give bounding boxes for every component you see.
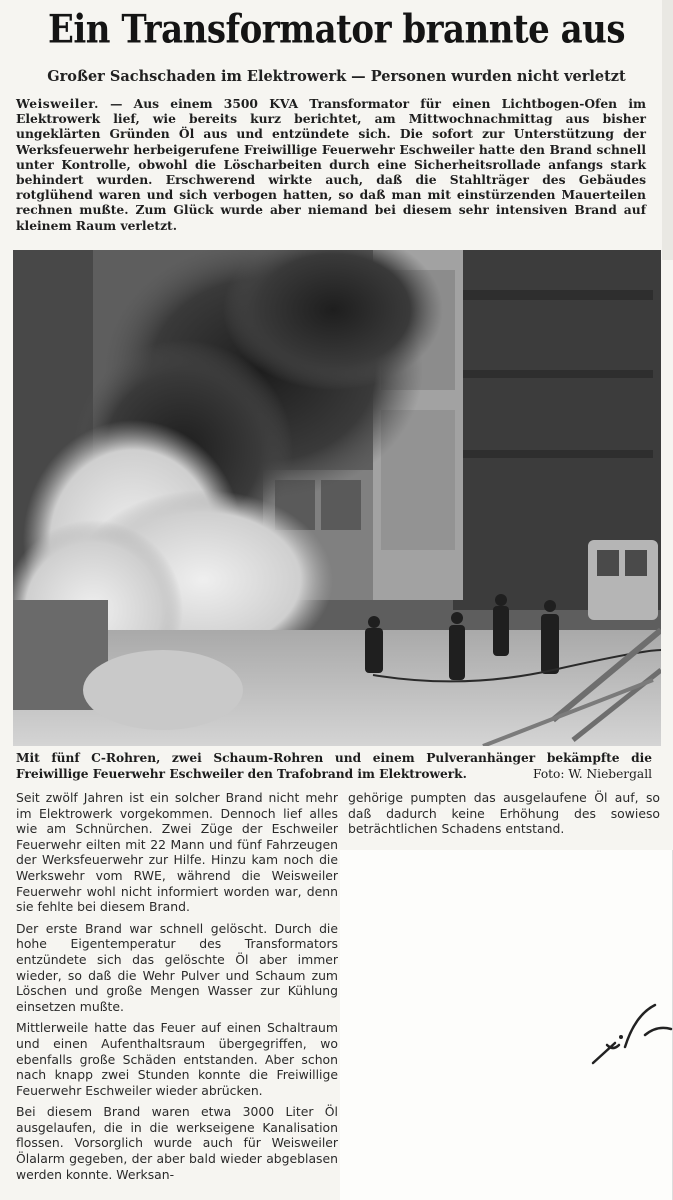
subheadline: Großer Sachschaden im Elektrowerk — Personen wurden nicht verletzt xyxy=(47,68,626,85)
caption-text: Mit fünf C-Rohren, zwei Schaum-Rohren und einem Pulveranhänger bekämpfte die Freiwillige Feuerwehr Eschweiler den Trafobrand im Elektrowerk. xyxy=(16,751,652,781)
body-paragraph: Mittlerweile hatte das Feuer auf einen Schaltraum und einen Aufenthaltsraum übergegriffen, wo ebenfalls große Schäden entstanden. Aber schon nach knapp zwei Stunden konnte die Freiwillige Feuerwehr Eschweiler wieder abrücken. xyxy=(16,1020,338,1098)
photo-credit: Foto: W. Niebergall xyxy=(533,767,652,781)
article-body-left-column xyxy=(16,790,338,1188)
photo-caption xyxy=(16,750,652,782)
lead-text: — Aus einem 3500 KVA Transformator für einen Lichtbogen-Ofen im Elektrowerk lief, wie bereits kurz berichtet, am Mittwochnachmittag aus bisher ungeklärten Gründen Öl aus und entzündete sich. Die sofort zur Unterstützung der Werksfeuerwehr herbeigerufene Freiwillige Feuerwehr Eschweiler hatte den Brand schnell unter Kontrolle, obwohl die Löscharbeiten durch eine Sicherheitsrollade anfangs stark behindert wurden. Erschwerend wirkte auch, daß die Stahlträger des Gebäudes rotglühend waren und sich verbogen hatten, so daß man mit einstürzenden Mauerteilen rechnen mußte. Zum Glück wurde aber niemand bei diesem sehr intensiven Brand auf kleinem Raum verletzt. xyxy=(16,96,646,233)
fire-photo xyxy=(13,250,661,746)
headline: Ein Transformator brannte aus xyxy=(47,7,626,53)
body-paragraph: gehörige pumpten das ausgelaufene Öl auf, so daß dadurch keine Erhöhung des sowieso beträchtlichen Schadens entstand. xyxy=(348,790,660,837)
handwritten-signature xyxy=(585,985,673,1075)
body-paragraph: Der erste Brand war schnell gelöscht. Durch die hohe Eigentemperatur des Transformators entzündete sich das gelöschte Öl aber immer wieder, so daß die Wehr Pulver und Schaum zum Löschen und große Mengen Wasser zur Kühlung einsetzen mußte. xyxy=(16,920,338,1014)
lead-place: Weisweiler. xyxy=(16,96,99,111)
body-paragraph: Seit zwölf Jahren ist ein solcher Brand nicht mehr im Elektrowerk vorgekommen. Dennoch lief alles wie am Schnürchen. Zwei Züge der Eschweiler Feuerwehr eilten mit 22 Mann und fünf Fahrzeugen der Werksfeuerwehr zur Hilfe. Hinzu kam noch die Werkswehr vom RWE, während die Weisweiler Feuerwehr wohl nicht informiert worden war, denn sie fehlte bei diesem Brand. xyxy=(16,790,338,915)
article-body-right-column xyxy=(348,790,660,837)
body-paragraph: Bei diesem Brand waren etwa 3000 Liter Öl ausgelaufen, die in die werkseigene Kanalisation flossen. Vorsorglich wurde auch für Weisweiler Ölalarm gegeben, der aber bald wieder abgeblasen werden konnte. Werksan- xyxy=(16,1104,338,1182)
fire-photo-illustration xyxy=(13,250,661,746)
lead-paragraph xyxy=(16,96,646,233)
